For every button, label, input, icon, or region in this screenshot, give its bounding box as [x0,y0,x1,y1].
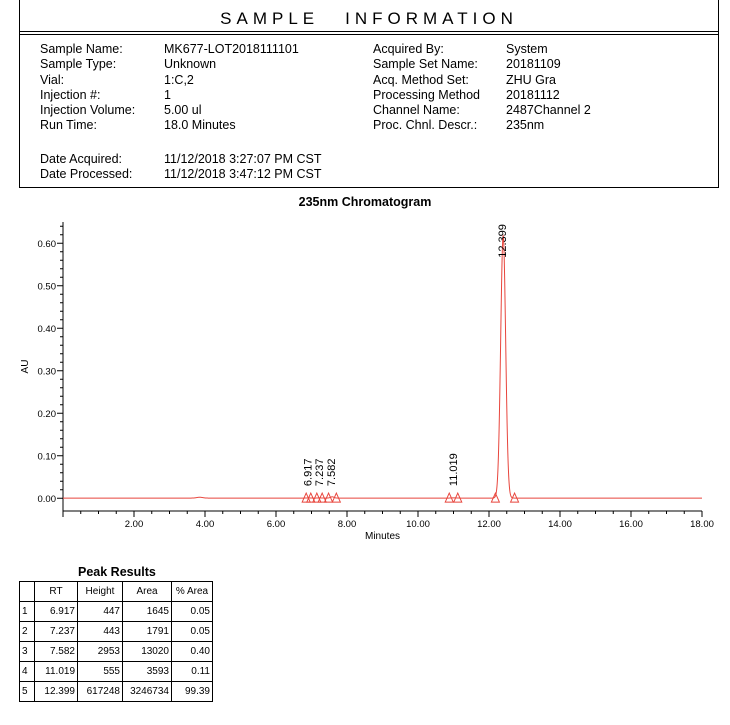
x-tick-label: 16.00 [619,519,643,530]
value-acquired-by: System [506,42,548,56]
cell-pct-area: 0.05 [172,622,213,642]
cell-area: 3246734 [123,682,172,702]
cell-rt: 7.237 [35,622,78,642]
row-index: 3 [20,642,35,662]
row-index: 4 [20,662,35,682]
cell-height: 447 [78,602,123,622]
y-axis-label: AU [20,359,31,374]
label-sample-type: Sample Type: [40,57,117,72]
label-acq-method-set: Acq. Method Set: [373,72,469,87]
value-processing-method: 20181112 [506,87,560,102]
chromatogram-trace [63,236,702,498]
table-row [20,602,213,622]
y-tick-label: 0.00 [37,493,56,505]
peak-rt-label: 12.399 [497,224,510,258]
x-tick-label: 18.00 [690,519,714,530]
x-axis-label: Minutes [364,531,401,542]
x-tick-label: 8.00 [337,519,357,530]
chart-title: 235nm Chromatogram [298,195,432,209]
cell-area: 1791 [123,622,172,642]
cell-pct-area: 0.05 [172,602,213,622]
cell-rt: 11.019 [35,662,78,682]
x-tick-label: 12.00 [477,519,501,530]
table-row [20,682,213,702]
label-date-acquired: Date Acquired: [40,152,122,166]
row-index: 2 [20,622,35,642]
value-channel-name: 2487Channel 2 [506,103,591,118]
x-tick-label: 4.00 [195,519,215,530]
value-proc-chnl-descr: 235nm [506,118,545,133]
table-row [20,642,213,662]
cell-rt: 7.582 [35,642,78,662]
cell-area: 13020 [123,642,172,662]
col-index-header [20,582,35,602]
value-run-time: 18.0 Minutes [164,118,236,133]
label-injection-volume: Injection Volume: [40,103,136,118]
peak-results-title: Peak Results [78,565,156,579]
cell-area: 3593 [123,662,172,682]
cell-rt: 12.399 [35,682,78,702]
y-tick-label: 0.20 [37,408,56,420]
cell-area: 1645 [123,602,172,622]
col-rt-header: RT [35,582,78,602]
value-sample-type: Unknown [164,57,217,72]
label-acquired-by: Acquired By: [373,42,444,56]
cell-rt: 6.917 [35,602,78,622]
value-vial: 1:C,2 [164,72,194,87]
table-row [20,622,213,642]
label-run-time: Run Time: [40,118,97,133]
label-vial: Vial: [40,72,65,87]
value-acq-method-set: ZHU Gra [506,72,556,87]
cell-height: 555 [78,662,123,682]
cell-pct-area: 0.40 [172,642,213,662]
label-sample-name: Sample Name: [40,42,123,56]
cell-height: 2953 [78,642,123,662]
label-proc-chnl-descr: Proc. Chnl. Descr.: [373,118,478,133]
x-tick-label: 10.00 [406,519,430,530]
peak-rt-label: 6.917 [302,458,315,487]
x-tick-label: 6.00 [266,519,286,530]
y-tick-label: 0.40 [37,323,56,335]
label-injection-number: Injection #: [40,87,101,102]
col-area-header: Area [123,582,172,602]
title-information: INFORMATION [345,9,518,28]
y-tick-label: 0.50 [37,281,56,293]
label-processing-method: Processing Method [373,87,481,102]
cell-pct-area: 0.11 [172,662,213,682]
label-date-processed: Date Processed: [40,167,133,182]
cell-height: 617248 [78,682,123,702]
cell-height: 443 [78,622,123,642]
y-tick-label: 0.30 [37,366,56,378]
peak-results-table [19,581,213,702]
label-sample-set-name: Sample Set Name: [373,57,478,72]
table-row [20,662,213,682]
value-date-acquired: 11/12/2018 3:27:07 PM CST [164,152,322,166]
title-sample: SAMPLE [220,9,320,28]
peak-results-header-row [20,582,213,602]
x-tick-label: 14.00 [548,519,572,530]
value-injection-number: 1 [164,87,171,102]
value-injection-volume: 5.00 ul [164,103,202,118]
row-index: 1 [20,602,35,622]
value-date-processed: 11/12/2018 3:47:12 PM CST [164,167,322,182]
col-height-header: Height [78,582,123,602]
peak-rt-label: 7.237 [313,458,326,487]
label-channel-name: Channel Name: [373,103,460,118]
cell-pct-area: 99.39 [172,682,213,702]
peak-rt-label: 7.582 [326,458,339,487]
value-sample-set-name: 20181109 [506,57,561,72]
peak-rt-label: 11.019 [448,453,461,487]
col-pct-area-header: % Area [172,582,213,602]
y-tick-label: 0.10 [37,451,56,463]
x-tick-label: 2.00 [124,519,144,530]
value-sample-name: MK677-LOT2018111101 [164,42,299,56]
row-index: 5 [20,682,35,702]
y-tick-label: 0.60 [37,238,56,250]
